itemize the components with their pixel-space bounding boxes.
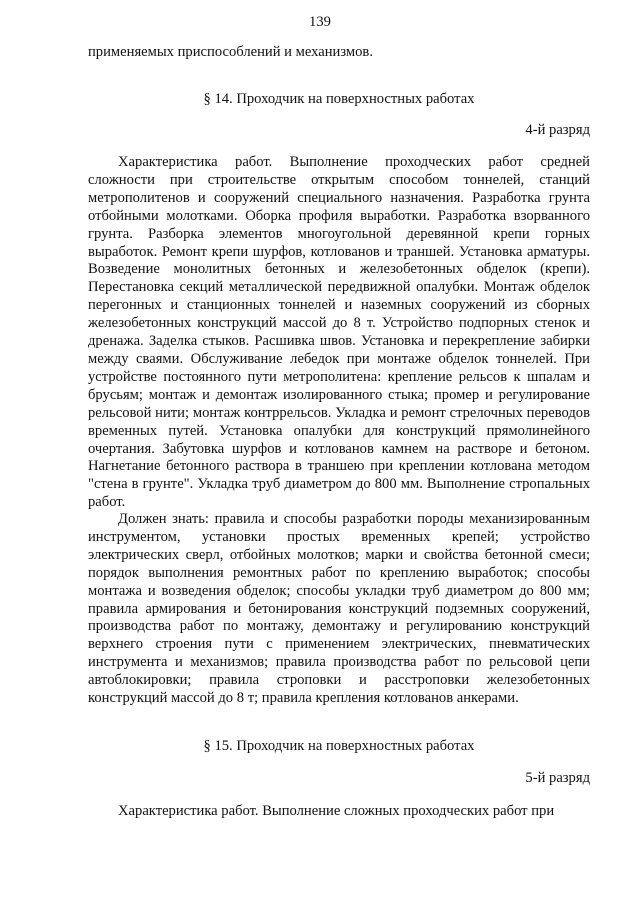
section-14-grade: 4-й разряд <box>525 122 590 138</box>
section-14-title: § 14. Проходчик на поверхностных работах <box>203 91 475 107</box>
section-14-must-know: Должен знать: правила и способы разработки породы механизированным инструментом, установки простых временных крепей; устройство электрических сверл, отбойных молотков; марки и свойства бетонной смеси; порядок выполнения ремонтных работ по креплению выработок; способы монтажа и возведения обделок; способы укладки труб диаметром до 800 мм; правила армирования и бетонирования конструкций подземных сооружений, производства работ по монтажу, демонтажу и регулированию конструкций верхнего строения пути с применением электрических, пневматических инструмента и механизмов; правила производства работ по рельсовой цепи автоблокировки; правила строповки и расстроповки железобетонных конструкций массой до 8 т; правила крепления котлованов анкерами. <box>88 511 590 707</box>
section-14-characteristics: Характеристика работ. Выполнение проходческих работ средней сложности при строительстве открытым способом тоннелей, станций метрополитенов и сооружений специального назначения. Разработка грунта отбойными молотками. Оборка профиля выработки. Разработка взорванного грунта. Разборка элементов многоугольной деревянной крепи горных выработок. Ремонт крепи шурфов, котлованов и траншей. Установка арматуры. Возведение монолитных бетонных и железобетонных обделок (крепи). Перестановка секций металлической передвижной опалубки. Монтаж обделок перегонных и станционных тоннелей и наземных сооружений из сборных железобетонных конструкций массой до 8 т. Устройство подпорных стенок и дренажа. Заделка стыков. Расшивка швов. Установка и перекрепление забирки между сваями. Обслуживание лебедок при монтаже обделок тоннелей. При устройстве постоянного пути метрополитена: крепление рельсов к шпалам и брусьям; монтаж и демонтаж изолированного стыка; промер и регулирование рельсовой нити; монтаж контррельсов. Укладка и ремонт стрелочных переводов временных путей. Установка опалубки для конструкций прямолинейного очертания. Забутовка шурфов и котлованов камнем на растворе и бетоном. Нагнетание бетонного раствора в траншею при креплении котлована методом "стена в грунте". Укладка труб диаметром до 800 мм. Выполнение стропальных работ. <box>88 154 590 511</box>
continued-text-line: применяемых приспособлений и механизмов. <box>88 44 373 60</box>
section-15-characteristics: Характеристика работ. Выполнение сложных проходческих работ при <box>118 803 555 819</box>
section-15-grade: 5-й разряд <box>525 770 590 786</box>
section-15-title: § 15. Проходчик на поверхностных работах <box>203 738 475 754</box>
page-number: 139 <box>309 14 331 30</box>
